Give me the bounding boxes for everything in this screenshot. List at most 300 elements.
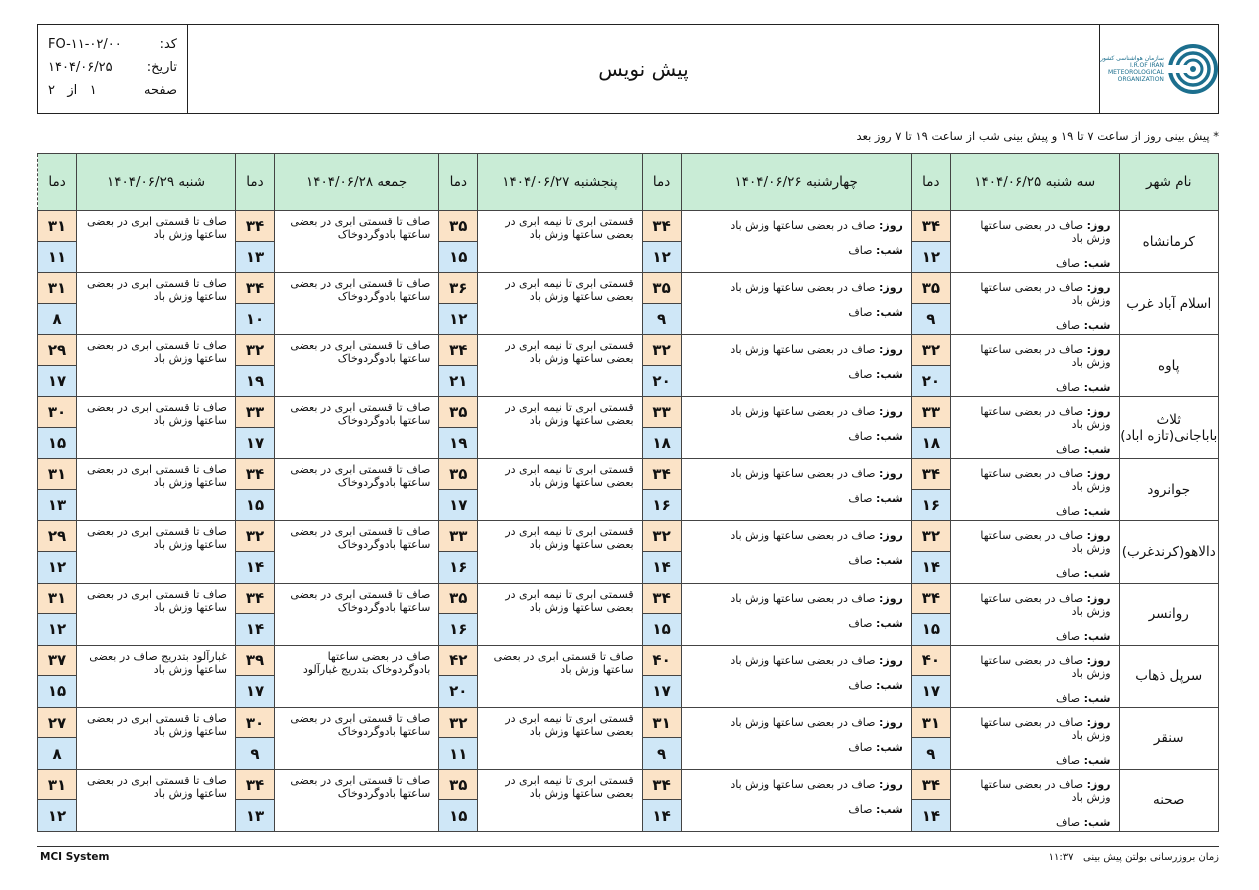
forecast-table — [37, 153, 1219, 832]
max-temp: ۳۲ — [912, 335, 950, 366]
min-temp: ۱۷ — [439, 490, 477, 521]
night-forecast: صاف — [848, 306, 873, 320]
table-row — [38, 521, 1219, 583]
city-name: اسلام آباد غرب — [1119, 273, 1218, 335]
max-temp: ۲۹ — [38, 335, 76, 366]
min-temp: ۱۳ — [236, 800, 274, 831]
temperature-cell — [38, 211, 77, 273]
max-temp: ۳۴ — [236, 273, 274, 304]
day-label: روز: — [878, 777, 903, 791]
table-header-row — [38, 154, 1219, 211]
day-forecast: صاف در بعضی ساعتها وزش باد — [730, 777, 876, 791]
temperature-cell — [911, 521, 950, 583]
forecast-cell: صاف تا قسمتی ابری در بعضی ساعتها بادوگردوخاک — [274, 335, 438, 397]
temperature-cell — [439, 769, 478, 831]
night-forecast: صاف — [848, 244, 873, 257]
night-forecast: صاف — [848, 740, 873, 754]
max-temp: ۳۴ — [439, 335, 477, 366]
max-temp: ۳۲ — [912, 521, 950, 552]
temperature-cell — [236, 521, 275, 583]
temperature-cell — [439, 335, 478, 397]
city-name: پاوه — [1119, 335, 1218, 397]
night-label: شب: — [876, 492, 903, 506]
max-temp: ۳۴ — [912, 584, 950, 615]
forecast-cell: صاف تا قسمتی ابری در بعضی ساعتها وزش باد — [77, 707, 236, 769]
table-row — [38, 583, 1219, 645]
max-temp: ۳۲ — [643, 521, 681, 552]
min-temp: ۱۴ — [912, 552, 950, 583]
night-forecast: صاف — [1056, 443, 1081, 457]
temperature-cell — [236, 459, 275, 521]
min-temp: ۱۸ — [643, 428, 681, 459]
day-forecast: صاف در بعضی ساعتها وزش باد — [730, 529, 876, 543]
day-label: روز: — [878, 281, 903, 295]
day-forecast: صاف در بعضی ساعتها وزش باد — [730, 281, 876, 295]
max-temp: ۳۳ — [236, 397, 274, 428]
forecast-cell — [950, 707, 1119, 769]
temperature-cell — [642, 459, 681, 521]
night-forecast: صاف — [848, 368, 873, 382]
temperature-cell — [236, 273, 275, 335]
min-temp: ۸ — [38, 304, 76, 335]
day-label: روز: — [878, 467, 903, 481]
temperature-cell — [236, 583, 275, 645]
day-label: روز: — [1086, 777, 1111, 791]
max-temp: ۳۴ — [236, 459, 274, 490]
day-label: روز: — [878, 405, 903, 419]
temperature-cell — [642, 583, 681, 645]
night-label: شب: — [876, 678, 903, 692]
night-label: شب: — [876, 616, 903, 630]
page-label: صفحه — [144, 83, 177, 98]
temp-column-header: دما — [911, 154, 950, 211]
night-label: شب: — [1083, 381, 1111, 395]
forecast-cell: غبارآلود بتدریج صاف در بعضی ساعتها وزش باد — [77, 645, 236, 707]
day-label: روز: — [1086, 219, 1111, 232]
night-label: شب: — [876, 802, 903, 816]
forecast-cell — [681, 645, 911, 707]
day-forecast: صاف در بعضی ساعتها وزش باد — [980, 405, 1111, 432]
max-temp: ۳۱ — [38, 273, 76, 304]
max-temp: ۳۹ — [236, 646, 274, 677]
max-temp: ۳۴ — [912, 770, 950, 801]
min-temp: ۱۶ — [643, 490, 681, 521]
city-name: صحنه — [1119, 769, 1218, 831]
temperature-cell — [911, 583, 950, 645]
max-temp: ۳۴ — [912, 211, 950, 242]
forecast-cell — [950, 397, 1119, 459]
max-temp: ۳۴ — [912, 459, 950, 490]
forecast-cell: قسمتی ابری تا نیمه ابری در بعضی ساعتها وزش باد — [478, 397, 642, 459]
night-label: شب: — [876, 740, 903, 754]
table-row — [38, 211, 1219, 273]
min-temp: ۱۴ — [236, 552, 274, 583]
document-header — [37, 24, 1219, 114]
temperature-cell — [911, 335, 950, 397]
temperature-cell — [642, 645, 681, 707]
forecast-cell: قسمتی ابری تا نیمه ابری در بعضی ساعتها وزش باد — [478, 459, 642, 521]
forecast-note: * پیش بینی روز از ساعت ۷ تا ۱۹ و پیش بینی شب از ساعت ۱۹ تا ۷ روز بعد — [856, 129, 1219, 143]
max-temp: ۳۱ — [643, 708, 681, 739]
forecast-cell: صاف تا قسمتی ابری در بعضی ساعتها وزش باد — [77, 769, 236, 831]
max-temp: ۳۱ — [38, 770, 76, 801]
min-temp: ۲۰ — [912, 366, 950, 397]
temperature-cell — [642, 769, 681, 831]
min-temp: ۱۲ — [643, 242, 681, 273]
min-temp: ۱۶ — [439, 552, 477, 583]
temperature-cell — [439, 273, 478, 335]
min-temp: ۱۰ — [236, 304, 274, 335]
forecast-cell — [950, 521, 1119, 583]
temperature-cell — [911, 211, 950, 273]
night-label: شب: — [1083, 815, 1111, 829]
day-forecast: صاف در بعضی ساعتها وزش باد — [980, 343, 1111, 370]
temp-column-header: دما — [236, 154, 275, 211]
max-temp: ۳۵ — [439, 459, 477, 490]
forecast-cell: قسمتی ابری تا نیمه ابری در بعضی ساعتها وزش باد — [478, 769, 642, 831]
page-number: ۱ — [89, 83, 97, 98]
temperature-cell — [642, 707, 681, 769]
forecast-cell: صاف تا قسمتی ابری در بعضی ساعتها بادوگردوخاک — [274, 273, 438, 335]
night-forecast: صاف — [1056, 319, 1081, 333]
min-temp: ۸ — [38, 738, 76, 769]
forecast-cell — [950, 769, 1119, 831]
max-temp: ۳۱ — [38, 584, 76, 615]
max-temp: ۳۵ — [439, 584, 477, 615]
temperature-cell — [439, 583, 478, 645]
date-value: ۱۴۰۴/۰۶/۲۵ — [48, 60, 113, 75]
max-temp: ۳۱ — [912, 708, 950, 739]
day-forecast: صاف در بعضی ساعتها وزش باد — [730, 653, 876, 667]
max-temp: ۳۴ — [643, 584, 681, 615]
city-name: سرپل ذهاب — [1119, 645, 1218, 707]
city-name: دالاهو(کرندغرب) — [1119, 521, 1218, 583]
max-temp: ۴۲ — [439, 646, 477, 677]
forecast-cell — [681, 707, 911, 769]
day-column-header: شنبه ۱۴۰۴/۰۶/۲۹ — [77, 154, 236, 211]
max-temp: ۳۷ — [38, 646, 76, 677]
day-forecast: صاف در بعضی ساعتها وزش باد — [980, 591, 1111, 618]
day-label: روز: — [878, 715, 903, 729]
max-temp: ۳۳ — [439, 521, 477, 552]
temperature-cell — [236, 645, 275, 707]
night-label: شب: — [876, 244, 903, 257]
temperature-cell — [38, 769, 77, 831]
temperature-cell — [236, 707, 275, 769]
night-label: شب: — [1083, 629, 1111, 643]
forecast-cell — [950, 211, 1119, 273]
min-temp: ۱۲ — [38, 800, 76, 831]
day-forecast: صاف در بعضی ساعتها وزش باد — [980, 467, 1111, 494]
max-temp: ۳۰ — [236, 708, 274, 739]
logo-text: سازمان هواشناسی کشور I.R.OF IRAN METEOROLOGICAL ORGANIZATION — [1100, 55, 1164, 83]
min-temp: ۱۹ — [236, 366, 274, 397]
temperature-cell — [38, 335, 77, 397]
max-temp: ۴۰ — [912, 646, 950, 677]
day-label: روز: — [878, 219, 903, 232]
night-label: شب: — [1083, 319, 1111, 333]
temperature-cell — [236, 397, 275, 459]
day-label: روز: — [1086, 715, 1111, 729]
night-forecast: صاف — [1056, 691, 1081, 705]
forecast-cell — [950, 583, 1119, 645]
day-forecast: صاف در بعضی ساعتها وزش باد — [730, 219, 876, 232]
min-temp: ۹ — [912, 304, 950, 335]
temperature-cell — [236, 335, 275, 397]
date-label: تاریخ: — [146, 60, 177, 75]
min-temp: ۱۶ — [439, 614, 477, 645]
max-temp: ۳۵ — [643, 273, 681, 304]
min-temp: ۱۲ — [439, 304, 477, 335]
forecast-cell: قسمتی ابری تا نیمه ابری در بعضی ساعتها وزش باد — [478, 335, 642, 397]
night-forecast: صاف — [848, 554, 873, 568]
temperature-cell — [911, 397, 950, 459]
temp-column-header: دما — [38, 154, 77, 211]
min-temp: ۱۴ — [643, 552, 681, 583]
city-name: روانسر — [1119, 583, 1218, 645]
min-temp: ۱۷ — [236, 676, 274, 707]
min-temp: ۹ — [236, 738, 274, 769]
max-temp: ۲۷ — [38, 708, 76, 739]
temperature-cell — [642, 273, 681, 335]
forecast-cell: صاف تا قسمتی ابری در بعضی ساعتها وزش باد — [77, 211, 236, 273]
min-temp: ۱۷ — [912, 676, 950, 707]
day-forecast: صاف در بعضی ساعتها وزش باد — [730, 591, 876, 605]
forecast-cell — [950, 335, 1119, 397]
temperature-cell — [439, 521, 478, 583]
night-forecast: صاف — [1056, 815, 1081, 829]
min-temp: ۱۸ — [912, 428, 950, 459]
night-label: شب: — [1083, 567, 1111, 581]
min-temp: ۱۵ — [439, 800, 477, 831]
table-row — [38, 335, 1219, 397]
max-temp: ۳۴ — [236, 584, 274, 615]
night-label: شب: — [876, 430, 903, 444]
city-name: جوانرود — [1119, 459, 1218, 521]
min-temp: ۹ — [643, 738, 681, 769]
table-row — [38, 397, 1219, 459]
night-forecast: صاف — [848, 616, 873, 630]
forecast-cell: صاف تا قسمتی ابری در بعضی ساعتها بادوگردوخاک — [274, 707, 438, 769]
temp-column-header: دما — [439, 154, 478, 211]
forecast-cell: صاف تا قسمتی ابری در بعضی ساعتها وزش باد — [77, 521, 236, 583]
night-label: شب: — [876, 368, 903, 382]
temp-column-header: دما — [642, 154, 681, 211]
day-label: روز: — [1086, 591, 1111, 605]
code-label: کد: — [159, 37, 177, 52]
day-forecast: صاف در بعضی ساعتها وزش باد — [980, 219, 1111, 245]
night-forecast: صاف — [1056, 381, 1081, 395]
table-row — [38, 645, 1219, 707]
min-temp: ۱۹ — [439, 428, 477, 459]
max-temp: ۳۲ — [236, 521, 274, 552]
forecast-cell: صاف تا قسمتی ابری در بعضی ساعتها بادوگردوخاک — [274, 211, 438, 273]
day-label: روز: — [1086, 343, 1111, 357]
forecast-cell — [950, 645, 1119, 707]
night-label: شب: — [1083, 753, 1111, 767]
forecast-cell — [681, 769, 911, 831]
temperature-cell — [439, 645, 478, 707]
max-temp: ۲۹ — [38, 521, 76, 552]
day-forecast: صاف در بعضی ساعتها وزش باد — [980, 653, 1111, 680]
document-code-box — [38, 25, 188, 113]
forecast-cell: قسمتی ابری تا نیمه ابری در بعضی ساعتها وزش باد — [478, 583, 642, 645]
day-column-header: سه شنبه ۱۴۰۴/۰۶/۲۵ — [950, 154, 1119, 211]
min-temp: ۱۵ — [38, 428, 76, 459]
temperature-cell — [642, 521, 681, 583]
temperature-cell — [642, 397, 681, 459]
table-row — [38, 707, 1219, 769]
city-column-header: نام شهر — [1119, 154, 1218, 211]
max-temp: ۳۱ — [38, 211, 76, 242]
temperature-cell — [38, 459, 77, 521]
max-temp: ۳۵ — [912, 273, 950, 304]
table-row — [38, 769, 1219, 831]
day-forecast: صاف در بعضی ساعتها وزش باد — [730, 343, 876, 357]
day-label: روز: — [878, 529, 903, 543]
day-label: روز: — [1086, 529, 1111, 543]
temperature-cell — [38, 583, 77, 645]
night-label: شب: — [1083, 443, 1111, 457]
temperature-cell — [38, 521, 77, 583]
min-temp: ۱۴ — [236, 614, 274, 645]
forecast-cell: صاف تا قسمتی ابری در بعضی ساعتها وزش باد — [77, 273, 236, 335]
day-forecast: صاف در بعضی ساعتها وزش باد — [980, 529, 1111, 556]
max-temp: ۳۴ — [643, 211, 681, 242]
forecast-cell — [681, 211, 911, 273]
min-temp: ۱۵ — [236, 490, 274, 521]
forecast-cell — [681, 459, 911, 521]
footer-update-time — [1049, 852, 1219, 863]
max-temp: ۳۳ — [643, 397, 681, 428]
forecast-cell — [950, 273, 1119, 335]
max-temp: ۳۳ — [912, 397, 950, 428]
forecast-cell: قسمتی ابری تا نیمه ابری در بعضی ساعتها وزش باد — [478, 707, 642, 769]
min-temp: ۲۰ — [643, 366, 681, 397]
day-label: روز: — [1086, 653, 1111, 667]
min-temp: ۱۲ — [38, 552, 76, 583]
min-temp: ۱۵ — [38, 676, 76, 707]
temperature-cell — [236, 211, 275, 273]
day-forecast: صاف در بعضی ساعتها وزش باد — [980, 777, 1111, 804]
max-temp: ۳۵ — [439, 211, 477, 242]
min-temp: ۱۲ — [912, 242, 950, 273]
temperature-cell — [439, 707, 478, 769]
forecast-cell — [681, 335, 911, 397]
night-label: شب: — [1083, 505, 1111, 519]
forecast-cell: قسمتی ابری تا نیمه ابری در بعضی ساعتها وزش باد — [478, 211, 642, 273]
min-temp: ۱۲ — [38, 614, 76, 645]
max-temp: ۳۴ — [643, 770, 681, 801]
max-temp: ۳۵ — [439, 397, 477, 428]
night-label: شب: — [1083, 691, 1111, 705]
day-forecast: صاف در بعضی ساعتها وزش باد — [730, 467, 876, 481]
night-forecast: صاف — [848, 430, 873, 444]
table-row — [38, 459, 1219, 521]
min-temp: ۱۴ — [912, 800, 950, 831]
logo-box — [1099, 25, 1218, 113]
night-forecast: صاف — [1056, 629, 1081, 643]
min-temp: ۱۵ — [439, 242, 477, 273]
night-forecast: صاف — [1056, 257, 1081, 270]
code-value: FO-۱۱-۰۲/۰۰ — [48, 37, 122, 52]
forecast-cell — [681, 521, 911, 583]
day-column-header: جمعه ۱۴۰۴/۰۶/۲۸ — [274, 154, 438, 211]
temperature-cell — [642, 211, 681, 273]
day-forecast: صاف در بعضی ساعتها وزش باد — [730, 405, 876, 419]
min-temp: ۱۷ — [643, 676, 681, 707]
day-label: روز: — [1086, 467, 1111, 481]
forecast-cell: صاف تا قسمتی ابری در بعضی ساعتها بادوگردوخاک — [274, 459, 438, 521]
day-label: روز: — [1086, 281, 1111, 295]
table-row — [38, 273, 1219, 335]
forecast-cell: صاف تا قسمتی ابری در بعضی ساعتها بادوگردوخاک — [274, 769, 438, 831]
max-temp: ۳۶ — [439, 273, 477, 304]
min-temp: ۲۱ — [439, 366, 477, 397]
night-forecast: صاف — [848, 492, 873, 506]
day-forecast: صاف در بعضی ساعتها وزش باد — [980, 715, 1111, 742]
max-temp: ۳۲ — [439, 708, 477, 739]
day-label: روز: — [878, 591, 903, 605]
night-forecast: صاف — [1056, 753, 1081, 767]
max-temp: ۳۵ — [439, 770, 477, 801]
forecast-cell — [681, 397, 911, 459]
forecast-cell: قسمتی ابری تا نیمه ابری در بعضی ساعتها وزش باد — [478, 273, 642, 335]
update-time-label: زمان بروزرسانی بولتن پیش بینی — [1083, 852, 1219, 863]
temperature-cell — [38, 707, 77, 769]
max-temp: ۳۱ — [38, 459, 76, 490]
temperature-cell — [38, 397, 77, 459]
min-temp: ۱۳ — [38, 490, 76, 521]
meteorological-organization-logo-icon — [1168, 44, 1218, 94]
max-temp: ۳۲ — [643, 335, 681, 366]
min-temp: ۱۴ — [643, 800, 681, 831]
city-name: کرمانشاه — [1119, 211, 1218, 273]
day-label: روز: — [1086, 405, 1111, 419]
temperature-cell — [439, 397, 478, 459]
night-label: شب: — [876, 306, 903, 320]
forecast-cell: صاف در بعضی ساعتها بادوگردوخاک بتدریج غبارآلود — [274, 645, 438, 707]
forecast-cell — [950, 459, 1119, 521]
temperature-cell — [911, 645, 950, 707]
temperature-cell — [439, 459, 478, 521]
max-temp: ۳۴ — [236, 211, 274, 242]
day-column-header: چهارشنبه ۱۴۰۴/۰۶/۲۶ — [681, 154, 911, 211]
max-temp: ۳۰ — [38, 397, 76, 428]
day-label: روز: — [878, 343, 903, 357]
max-temp: ۳۲ — [236, 335, 274, 366]
page-total: ۲ — [48, 83, 55, 98]
night-forecast: صاف — [848, 678, 873, 692]
min-temp: ۱۷ — [38, 366, 76, 397]
forecast-cell — [681, 583, 911, 645]
max-temp: ۴۰ — [643, 646, 681, 677]
min-temp: ۹ — [912, 738, 950, 769]
temperature-cell — [911, 273, 950, 335]
forecast-cell: صاف تا قسمتی ابری در بعضی ساعتها وزش باد — [77, 583, 236, 645]
forecast-cell — [681, 273, 911, 335]
night-forecast: صاف — [848, 802, 873, 816]
min-temp: ۱۱ — [439, 738, 477, 769]
min-temp: ۱۱ — [38, 242, 76, 273]
footer-divider — [37, 846, 1219, 847]
day-forecast: صاف در بعضی ساعتها وزش باد — [980, 281, 1111, 308]
day-column-header: پنجشنبه ۱۴۰۴/۰۶/۲۷ — [478, 154, 642, 211]
temperature-cell — [911, 769, 950, 831]
forecast-cell: صاف تا قسمتی ابری در بعضی ساعتها بادوگردوخاک — [274, 521, 438, 583]
min-temp: ۲۰ — [439, 676, 477, 707]
night-label: شب: — [876, 554, 903, 568]
